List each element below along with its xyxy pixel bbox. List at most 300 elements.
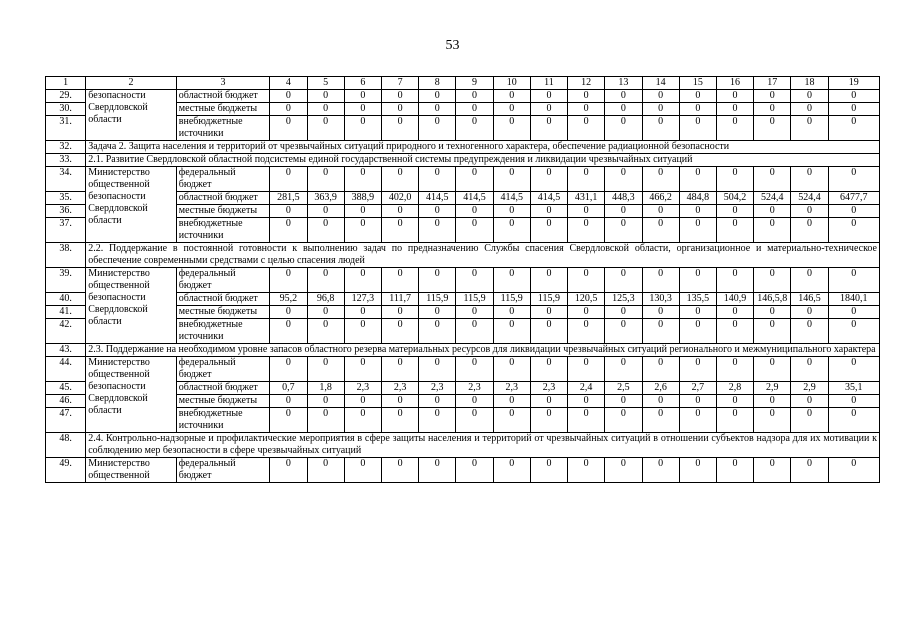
row-number: 46. [46, 395, 86, 408]
section-title: Задача 2. Защита населения и территорий от чрезвычайных ситуаций природного и техногенного характера, обеспечение радиационной безопасности [86, 141, 880, 154]
value-cell: 2,6 [642, 382, 679, 395]
value-cell: 0 [456, 167, 493, 192]
value-cell: 0 [530, 205, 567, 218]
funding-source: местные бюджеты [176, 205, 270, 218]
value-cell: 0 [456, 103, 493, 116]
value-cell: 0 [605, 408, 642, 433]
value-cell: 524,4 [754, 192, 791, 205]
funding-source: областной бюджет [176, 293, 270, 306]
value-cell: 0 [530, 167, 567, 192]
column-number: 12 [568, 77, 605, 90]
value-cell: 0 [419, 90, 456, 103]
value-cell: 0 [456, 306, 493, 319]
row-number: 49. [46, 458, 86, 483]
value-cell: 1,8 [307, 382, 344, 395]
value-cell: 0 [605, 205, 642, 218]
value-cell: 140,9 [716, 293, 753, 306]
value-cell: 2,7 [679, 382, 716, 395]
funding-source: областной бюджет [176, 382, 270, 395]
row-number: 41. [46, 306, 86, 319]
value-cell: 484,8 [679, 192, 716, 205]
value-cell: 0 [568, 103, 605, 116]
value-cell: 0 [530, 319, 567, 344]
value-cell: 0 [493, 116, 530, 141]
funding-source: местные бюджеты [176, 395, 270, 408]
value-cell: 414,5 [419, 192, 456, 205]
value-cell: 0 [493, 167, 530, 192]
value-cell: 0 [307, 268, 344, 293]
value-cell: 0 [530, 116, 567, 141]
value-cell: 2,3 [493, 382, 530, 395]
funding-source: внебюджетные источники [176, 116, 270, 141]
value-cell: 0 [307, 458, 344, 483]
value-cell: 0 [642, 458, 679, 483]
value-cell: 0 [307, 218, 344, 243]
value-cell: 0 [716, 103, 753, 116]
value-cell: 146,5 [791, 293, 828, 306]
value-cell: 524,4 [791, 192, 828, 205]
value-cell: 0 [754, 205, 791, 218]
value-cell: 0 [344, 103, 381, 116]
value-cell: 0 [270, 268, 307, 293]
value-cell: 0 [754, 395, 791, 408]
value-cell: 0 [270, 218, 307, 243]
value-cell: 0 [419, 167, 456, 192]
value-cell: 0 [716, 458, 753, 483]
value-cell: 0 [493, 458, 530, 483]
value-cell: 363,9 [307, 192, 344, 205]
value-cell: 0 [456, 90, 493, 103]
value-cell: 0 [530, 103, 567, 116]
value-cell: 0 [754, 268, 791, 293]
value-cell: 0 [605, 103, 642, 116]
value-cell: 0 [456, 319, 493, 344]
value-cell: 0 [530, 357, 567, 382]
value-cell: 0 [493, 395, 530, 408]
value-cell: 0 [828, 306, 879, 319]
value-cell: 0 [716, 90, 753, 103]
value-cell: 0 [605, 90, 642, 103]
value-cell: 0 [344, 268, 381, 293]
value-cell: 0 [679, 408, 716, 433]
column-number: 15 [679, 77, 716, 90]
value-cell: 35,1 [828, 382, 879, 395]
value-cell: 0 [605, 319, 642, 344]
funding-source: внебюджетные источники [176, 408, 270, 433]
value-cell: 0 [679, 167, 716, 192]
value-cell: 0 [642, 319, 679, 344]
value-cell: 0 [716, 395, 753, 408]
row-number: 37. [46, 218, 86, 243]
value-cell: 0 [419, 357, 456, 382]
value-cell: 0 [381, 319, 418, 344]
value-cell: 2,9 [791, 382, 828, 395]
value-cell: 0 [344, 319, 381, 344]
value-cell: 95,2 [270, 293, 307, 306]
column-number: 17 [754, 77, 791, 90]
value-cell: 0 [381, 357, 418, 382]
section-row [46, 154, 880, 167]
value-cell: 0 [381, 306, 418, 319]
value-cell: 0 [493, 268, 530, 293]
value-cell: 0 [307, 167, 344, 192]
value-cell: 0 [679, 90, 716, 103]
value-cell: 2,4 [568, 382, 605, 395]
row-number: 44. [46, 357, 86, 382]
value-cell: 0 [754, 103, 791, 116]
value-cell: 0 [530, 90, 567, 103]
value-cell: 0 [270, 103, 307, 116]
value-cell: 0 [754, 306, 791, 319]
column-number: 18 [791, 77, 828, 90]
column-number: 19 [828, 77, 879, 90]
value-cell: 414,5 [493, 192, 530, 205]
value-cell: 0 [828, 90, 879, 103]
value-cell: 2,3 [381, 382, 418, 395]
value-cell: 0 [642, 167, 679, 192]
value-cell: 0 [642, 205, 679, 218]
column-number: 8 [419, 77, 456, 90]
value-cell: 0 [679, 205, 716, 218]
value-cell: 0 [530, 458, 567, 483]
value-cell: 2,3 [419, 382, 456, 395]
value-cell: 0 [605, 357, 642, 382]
value-cell: 0 [754, 116, 791, 141]
value-cell: 0 [419, 205, 456, 218]
value-cell: 0 [605, 218, 642, 243]
value-cell: 6477,7 [828, 192, 879, 205]
value-cell: 0,7 [270, 382, 307, 395]
value-cell: 388,9 [344, 192, 381, 205]
value-cell: 0 [456, 205, 493, 218]
value-cell: 0 [270, 116, 307, 141]
column-number: 9 [456, 77, 493, 90]
column-number: 13 [605, 77, 642, 90]
column-number: 14 [642, 77, 679, 90]
value-cell: 0 [828, 116, 879, 141]
value-cell: 448,3 [605, 192, 642, 205]
value-cell: 0 [270, 357, 307, 382]
funding-source: федеральный бюджет [176, 167, 270, 192]
column-number: 7 [381, 77, 418, 90]
row-number: 36. [46, 205, 86, 218]
value-cell: 0 [828, 458, 879, 483]
value-cell: 0 [568, 90, 605, 103]
value-cell: 0 [270, 408, 307, 433]
value-cell: 0 [754, 319, 791, 344]
row-number: 40. [46, 293, 86, 306]
row-number: 29. [46, 90, 86, 103]
value-cell: 0 [679, 395, 716, 408]
value-cell: 0 [568, 357, 605, 382]
value-cell: 0 [493, 205, 530, 218]
funding-source: внебюджетные источники [176, 218, 270, 243]
value-cell: 0 [754, 167, 791, 192]
table-row [46, 90, 880, 103]
value-cell: 0 [456, 218, 493, 243]
value-cell: 0 [605, 458, 642, 483]
row-number: 38. [46, 243, 86, 268]
value-cell: 0 [381, 408, 418, 433]
value-cell: 0 [270, 205, 307, 218]
column-number: 11 [530, 77, 567, 90]
value-cell: 0 [381, 116, 418, 141]
value-cell: 0 [344, 306, 381, 319]
section-title: 2.1. Развитие Свердловской областной подсистемы единой государственной системы предупреждения и ликвидации чрезвычайных ситуаций [86, 154, 880, 167]
value-cell: 0 [791, 395, 828, 408]
column-number: 4 [270, 77, 307, 90]
value-cell: 0 [530, 306, 567, 319]
funding-source: федеральный бюджет [176, 357, 270, 382]
value-cell: 0 [456, 116, 493, 141]
value-cell: 0 [419, 395, 456, 408]
value-cell: 0 [791, 90, 828, 103]
organization-cell: Министерство общественной безопасности Свердловской области [86, 268, 177, 344]
value-cell: 0 [716, 218, 753, 243]
value-cell: 0 [791, 458, 828, 483]
section-row [46, 344, 880, 357]
value-cell: 2,9 [754, 382, 791, 395]
row-number: 43. [46, 344, 86, 357]
page-number: 53 [445, 38, 460, 53]
value-cell: 120,5 [568, 293, 605, 306]
value-cell: 0 [828, 357, 879, 382]
value-cell: 0 [791, 116, 828, 141]
value-cell: 0 [791, 268, 828, 293]
value-cell: 0 [679, 268, 716, 293]
value-cell: 0 [456, 357, 493, 382]
value-cell: 0 [344, 395, 381, 408]
value-cell: 0 [679, 306, 716, 319]
value-cell: 115,9 [419, 293, 456, 306]
value-cell: 0 [307, 408, 344, 433]
value-cell: 0 [344, 205, 381, 218]
value-cell: 0 [270, 167, 307, 192]
value-cell: 0 [568, 167, 605, 192]
value-cell: 2,5 [605, 382, 642, 395]
funding-source: областной бюджет [176, 192, 270, 205]
row-number: 48. [46, 433, 86, 458]
funding-source: федеральный бюджет [176, 268, 270, 293]
value-cell: 0 [754, 458, 791, 483]
value-cell: 0 [307, 357, 344, 382]
value-cell: 115,9 [456, 293, 493, 306]
value-cell: 0 [828, 218, 879, 243]
value-cell: 0 [419, 116, 456, 141]
value-cell: 0 [679, 357, 716, 382]
value-cell: 0 [791, 357, 828, 382]
value-cell: 0 [456, 458, 493, 483]
value-cell: 0 [642, 116, 679, 141]
value-cell: 111,7 [381, 293, 418, 306]
value-cell: 130,3 [642, 293, 679, 306]
value-cell: 0 [307, 116, 344, 141]
value-cell: 0 [828, 408, 879, 433]
value-cell: 0 [716, 357, 753, 382]
value-cell: 0 [307, 306, 344, 319]
column-number: 3 [176, 77, 270, 90]
value-cell: 0 [344, 357, 381, 382]
table-row [46, 268, 880, 293]
section-row [46, 433, 880, 458]
column-number: 10 [493, 77, 530, 90]
value-cell: 0 [568, 268, 605, 293]
value-cell: 0 [791, 103, 828, 116]
value-cell: 0 [679, 218, 716, 243]
row-number: 33. [46, 154, 86, 167]
value-cell: 0 [568, 116, 605, 141]
section-title: 2.2. Поддержание в постоянной готовности к выполнению задач по предназначению Службы спасения Свердловской области, организационное и материально-техническое обеспечение современными средствами с целью спасения людей [86, 243, 880, 268]
value-cell: 0 [419, 306, 456, 319]
funding-source: местные бюджеты [176, 306, 270, 319]
column-number: 2 [86, 77, 177, 90]
value-cell: 0 [381, 167, 418, 192]
value-cell: 0 [530, 395, 567, 408]
value-cell: 0 [791, 408, 828, 433]
value-cell: 0 [642, 103, 679, 116]
value-cell: 0 [456, 395, 493, 408]
value-cell: 0 [605, 306, 642, 319]
value-cell: 0 [381, 205, 418, 218]
value-cell: 0 [493, 408, 530, 433]
row-number: 42. [46, 319, 86, 344]
value-cell: 0 [381, 90, 418, 103]
value-cell: 0 [642, 357, 679, 382]
value-cell: 0 [679, 116, 716, 141]
value-cell: 125,3 [605, 293, 642, 306]
value-cell: 2,8 [716, 382, 753, 395]
value-cell: 0 [419, 268, 456, 293]
value-cell: 0 [642, 408, 679, 433]
value-cell: 0 [344, 167, 381, 192]
value-cell: 0 [307, 103, 344, 116]
value-cell: 0 [754, 90, 791, 103]
organization-cell: Министерство общественной безопасности Свердловской области [86, 357, 177, 433]
value-cell: 0 [456, 408, 493, 433]
section-title: 2.4. Контрольно-надзорные и профилактические мероприятия в сфере защиты населения и территорий от чрезвычайных ситуаций в отношении субъектов надзора для их мотивации к соблюдению мер безопасности в сфере чрезвычайных ситуаций [86, 433, 880, 458]
value-cell: 0 [493, 357, 530, 382]
value-cell: 0 [828, 268, 879, 293]
value-cell: 0 [493, 103, 530, 116]
row-number: 35. [46, 192, 86, 205]
header-row [46, 77, 880, 90]
section-row [46, 141, 880, 154]
value-cell: 0 [419, 458, 456, 483]
value-cell: 0 [307, 205, 344, 218]
value-cell: 0 [419, 103, 456, 116]
value-cell: 127,3 [344, 293, 381, 306]
value-cell: 2,3 [344, 382, 381, 395]
value-cell: 0 [716, 408, 753, 433]
value-cell: 0 [381, 395, 418, 408]
value-cell: 0 [307, 90, 344, 103]
value-cell: 115,9 [530, 293, 567, 306]
value-cell: 0 [642, 90, 679, 103]
value-cell: 0 [381, 218, 418, 243]
value-cell: 0 [419, 218, 456, 243]
value-cell: 0 [530, 268, 567, 293]
value-cell: 0 [642, 268, 679, 293]
column-number: 1 [46, 77, 86, 90]
row-number: 34. [46, 167, 86, 192]
value-cell: 0 [828, 103, 879, 116]
funding-source: областной бюджет [176, 90, 270, 103]
row-number: 30. [46, 103, 86, 116]
value-cell: 0 [344, 408, 381, 433]
row-number: 32. [46, 141, 86, 154]
value-cell: 0 [605, 395, 642, 408]
value-cell: 2,3 [530, 382, 567, 395]
funding-source: местные бюджеты [176, 103, 270, 116]
value-cell: 0 [828, 319, 879, 344]
value-cell: 0 [568, 306, 605, 319]
table-row [46, 458, 880, 483]
value-cell: 0 [419, 319, 456, 344]
value-cell: 96,8 [307, 293, 344, 306]
value-cell: 431,1 [568, 192, 605, 205]
table-row [46, 167, 880, 192]
value-cell: 0 [270, 458, 307, 483]
value-cell: 0 [344, 458, 381, 483]
value-cell: 0 [493, 306, 530, 319]
value-cell: 0 [754, 357, 791, 382]
value-cell: 281,5 [270, 192, 307, 205]
column-number: 6 [344, 77, 381, 90]
value-cell: 0 [568, 218, 605, 243]
value-cell: 0 [754, 408, 791, 433]
value-cell: 0 [381, 458, 418, 483]
value-cell: 0 [381, 268, 418, 293]
row-number: 39. [46, 268, 86, 293]
organization-cell: Министерство общественной безопасности Свердловской области [86, 167, 177, 243]
budget-table [45, 76, 880, 483]
value-cell: 0 [754, 218, 791, 243]
value-cell: 0 [270, 306, 307, 319]
value-cell: 0 [679, 319, 716, 344]
value-cell: 0 [716, 167, 753, 192]
organization-cell: Министерство общественной [86, 458, 177, 483]
column-number: 5 [307, 77, 344, 90]
value-cell: 0 [828, 167, 879, 192]
value-cell: 414,5 [456, 192, 493, 205]
value-cell: 0 [716, 306, 753, 319]
value-cell: 0 [791, 205, 828, 218]
value-cell: 0 [307, 395, 344, 408]
value-cell: 135,5 [679, 293, 716, 306]
value-cell: 0 [456, 268, 493, 293]
column-number: 16 [716, 77, 753, 90]
value-cell: 402,0 [381, 192, 418, 205]
value-cell: 0 [381, 103, 418, 116]
row-number: 45. [46, 382, 86, 395]
value-cell: 1840,1 [828, 293, 879, 306]
value-cell: 0 [419, 408, 456, 433]
section-row [46, 243, 880, 268]
value-cell: 0 [270, 319, 307, 344]
value-cell: 0 [679, 103, 716, 116]
value-cell: 0 [270, 395, 307, 408]
value-cell: 2,3 [456, 382, 493, 395]
value-cell: 466,2 [642, 192, 679, 205]
value-cell: 0 [716, 319, 753, 344]
value-cell: 0 [344, 116, 381, 141]
value-cell: 0 [828, 205, 879, 218]
row-number: 47. [46, 408, 86, 433]
value-cell: 0 [828, 395, 879, 408]
value-cell: 0 [642, 395, 679, 408]
value-cell: 504,2 [716, 192, 753, 205]
value-cell: 0 [530, 408, 567, 433]
